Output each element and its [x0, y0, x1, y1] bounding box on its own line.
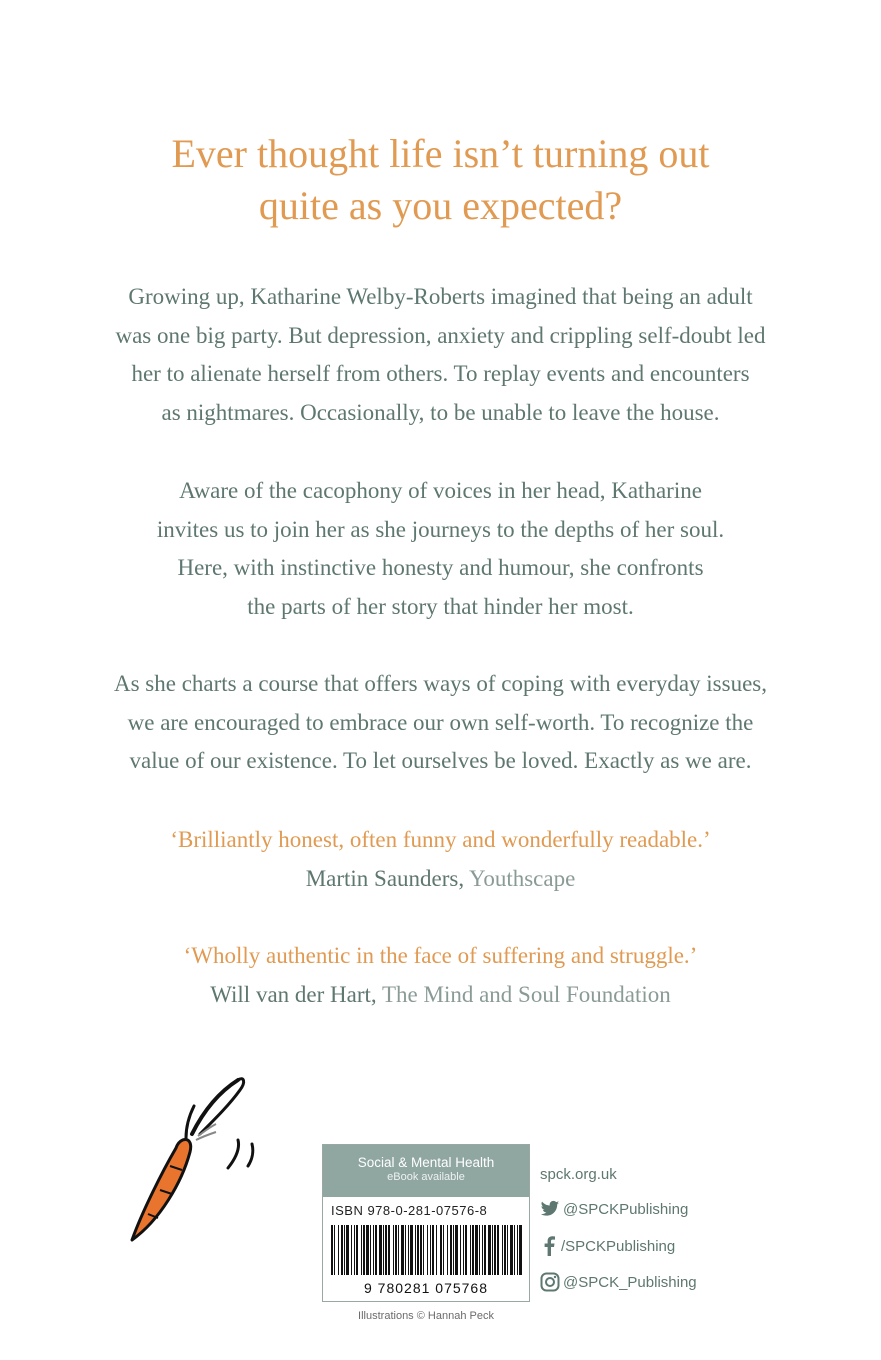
isbn-label: ISBN 978-0-281-07576-8 [331, 1203, 488, 1218]
barcode-bar [463, 1225, 464, 1275]
twitter-handle: @SPCKPublishing [563, 1200, 689, 1218]
barcode-bar [460, 1225, 461, 1275]
blurb-paragraph-1 [0, 278, 881, 432]
endorser-organisation: The Mind and Soul Foundation [381, 982, 671, 1007]
blurb-line: was one big party. But depression, anxiety and crippling self-doubt led [115, 322, 766, 348]
ebook-label: eBook available [387, 1171, 465, 1183]
barcode-bar [331, 1225, 333, 1275]
barcode-bar [423, 1225, 424, 1275]
barcode-bar [440, 1225, 442, 1275]
endorsement-quote: ‘Wholly authentic in the face of suffering and struggle.’ [183, 943, 698, 968]
barcode-bar [484, 1225, 486, 1275]
barcode-bar [482, 1225, 483, 1275]
blurb-line: as nightmares. Occasionally, to be unable to leave the house. [161, 399, 720, 425]
barcode-bar [398, 1225, 399, 1275]
blurb-line: As she charts a course that offers ways of coping with everyday issues, [114, 671, 767, 696]
website-link[interactable] [540, 1166, 617, 1183]
barcode-bar [405, 1225, 406, 1275]
barcode-bar [455, 1225, 458, 1275]
headline [0, 128, 881, 232]
headline-line-1: Ever thought life isn’t turning out [171, 131, 710, 176]
endorser-name: Martin Saunders [305, 866, 459, 891]
barcode-bar [379, 1225, 382, 1275]
barcode-bar [427, 1225, 428, 1275]
website-text: spck.org.uk [540, 1166, 617, 1183]
barcode [323, 1223, 529, 1301]
barcode-bar [507, 1225, 508, 1275]
barcode-bar [504, 1225, 506, 1275]
barcode-bar [470, 1225, 471, 1275]
barcode-bar [502, 1225, 503, 1275]
blurb-line: her to alienate herself from others. To replay events and encounters [131, 361, 750, 386]
barcode-bar [436, 1225, 437, 1275]
barcode-bar [450, 1225, 452, 1275]
endorsement-attribution: Will van der Hart, The Mind and Soul Foundation [210, 982, 671, 1007]
headline-line-2: quite as you expected? [258, 183, 623, 228]
barcode-bar [443, 1225, 444, 1275]
barcode-bar [514, 1225, 515, 1275]
barcode-bar [447, 1225, 448, 1275]
barcode-bar [338, 1225, 339, 1275]
barcode-bar [517, 1225, 518, 1275]
twitter-link[interactable] [540, 1200, 688, 1218]
endorsement-1 [0, 820, 881, 898]
blurb-paragraph-2 [0, 472, 881, 626]
barcode-bar [494, 1225, 496, 1275]
barcode-panel [322, 1144, 530, 1302]
barcode-bar [393, 1225, 394, 1275]
barcode-bar [354, 1225, 355, 1275]
barcode-bar [363, 1225, 365, 1275]
facebook-handle: /SPCKPublishing [561, 1237, 676, 1255]
blurb-line: Aware of the cacophony of voices in her head, Katharine [179, 478, 702, 503]
facebook-link[interactable] [540, 1236, 675, 1256]
instagram-handle: @SPCK_Publishing [563, 1273, 697, 1291]
barcode-bar [432, 1225, 434, 1275]
endorser-name: Will van der Hart [210, 982, 371, 1007]
instagram-icon [540, 1272, 560, 1292]
barcode-bar [415, 1225, 416, 1275]
blurb-line: Here, with instinctive honesty and humour, she confronts [177, 555, 704, 580]
barcode-bar [388, 1225, 390, 1275]
barcode-bar [408, 1225, 409, 1275]
barcode-bar [370, 1225, 371, 1275]
blurb-line: invites us to join her as she journeys to the depths of her soul. [156, 516, 725, 542]
barcode-bar [401, 1225, 404, 1275]
barcode-bar [475, 1225, 478, 1275]
endorser-organisation: Youthscape [469, 866, 576, 891]
barcode-bar [430, 1225, 431, 1275]
twitter-icon [540, 1200, 560, 1218]
barcode-bar [356, 1225, 358, 1275]
barcode-bar [366, 1225, 369, 1275]
barcode-bar [417, 1225, 419, 1275]
barcode-bar [479, 1225, 480, 1275]
endorsement-attribution: Martin Saunders, Youthscape [305, 866, 576, 891]
blurb-line: we are encouraged to embrace our own self-worth. To recognize the [127, 709, 754, 735]
barcode-bar [346, 1225, 349, 1275]
endorsement-quote: ‘Brilliantly honest, often funny and wonderfully readable.’ [170, 827, 711, 852]
blurb-line: the parts of her story that hinder her most. [247, 593, 634, 619]
barcode-bar [334, 1225, 335, 1275]
carrot-illustration [120, 1072, 260, 1247]
barcode-bar [420, 1225, 422, 1275]
facebook-icon [540, 1236, 558, 1256]
barcode-bar [410, 1225, 413, 1275]
barcode-bar [488, 1225, 491, 1275]
barcode-digits: 9 780281 075768 [364, 1280, 488, 1296]
endorsement-2 [0, 936, 881, 1014]
category-banner [323, 1145, 529, 1197]
blurb-line: Growing up, Katharine Welby-Roberts imagined that being an adult [128, 284, 753, 309]
category-label: Social & Mental Health [357, 1155, 495, 1170]
barcode-bar [395, 1225, 397, 1275]
barcode-bar [373, 1225, 374, 1275]
barcode-bar [465, 1225, 467, 1275]
barcode-bar [385, 1225, 387, 1275]
barcode-bar [510, 1225, 513, 1275]
barcode-bar [351, 1225, 352, 1275]
barcode-bar [383, 1225, 384, 1275]
barcode-bar [341, 1225, 343, 1275]
barcode-bar [497, 1225, 499, 1275]
barcode-bar [492, 1225, 493, 1275]
barcode-bar [375, 1225, 377, 1275]
blurb-line: value of our existence. To let ourselves be loved. Exactly as we are. [129, 748, 752, 773]
barcode-bar [472, 1225, 474, 1275]
instagram-link[interactable] [540, 1272, 697, 1292]
blurb-paragraph-3 [0, 665, 881, 781]
illustration-credit: Illustrations © Hannah Peck [358, 1310, 494, 1322]
barcode-bar [344, 1225, 345, 1275]
barcode-bar [453, 1225, 454, 1275]
barcode-bar [519, 1225, 522, 1275]
barcode-bar [361, 1225, 362, 1275]
